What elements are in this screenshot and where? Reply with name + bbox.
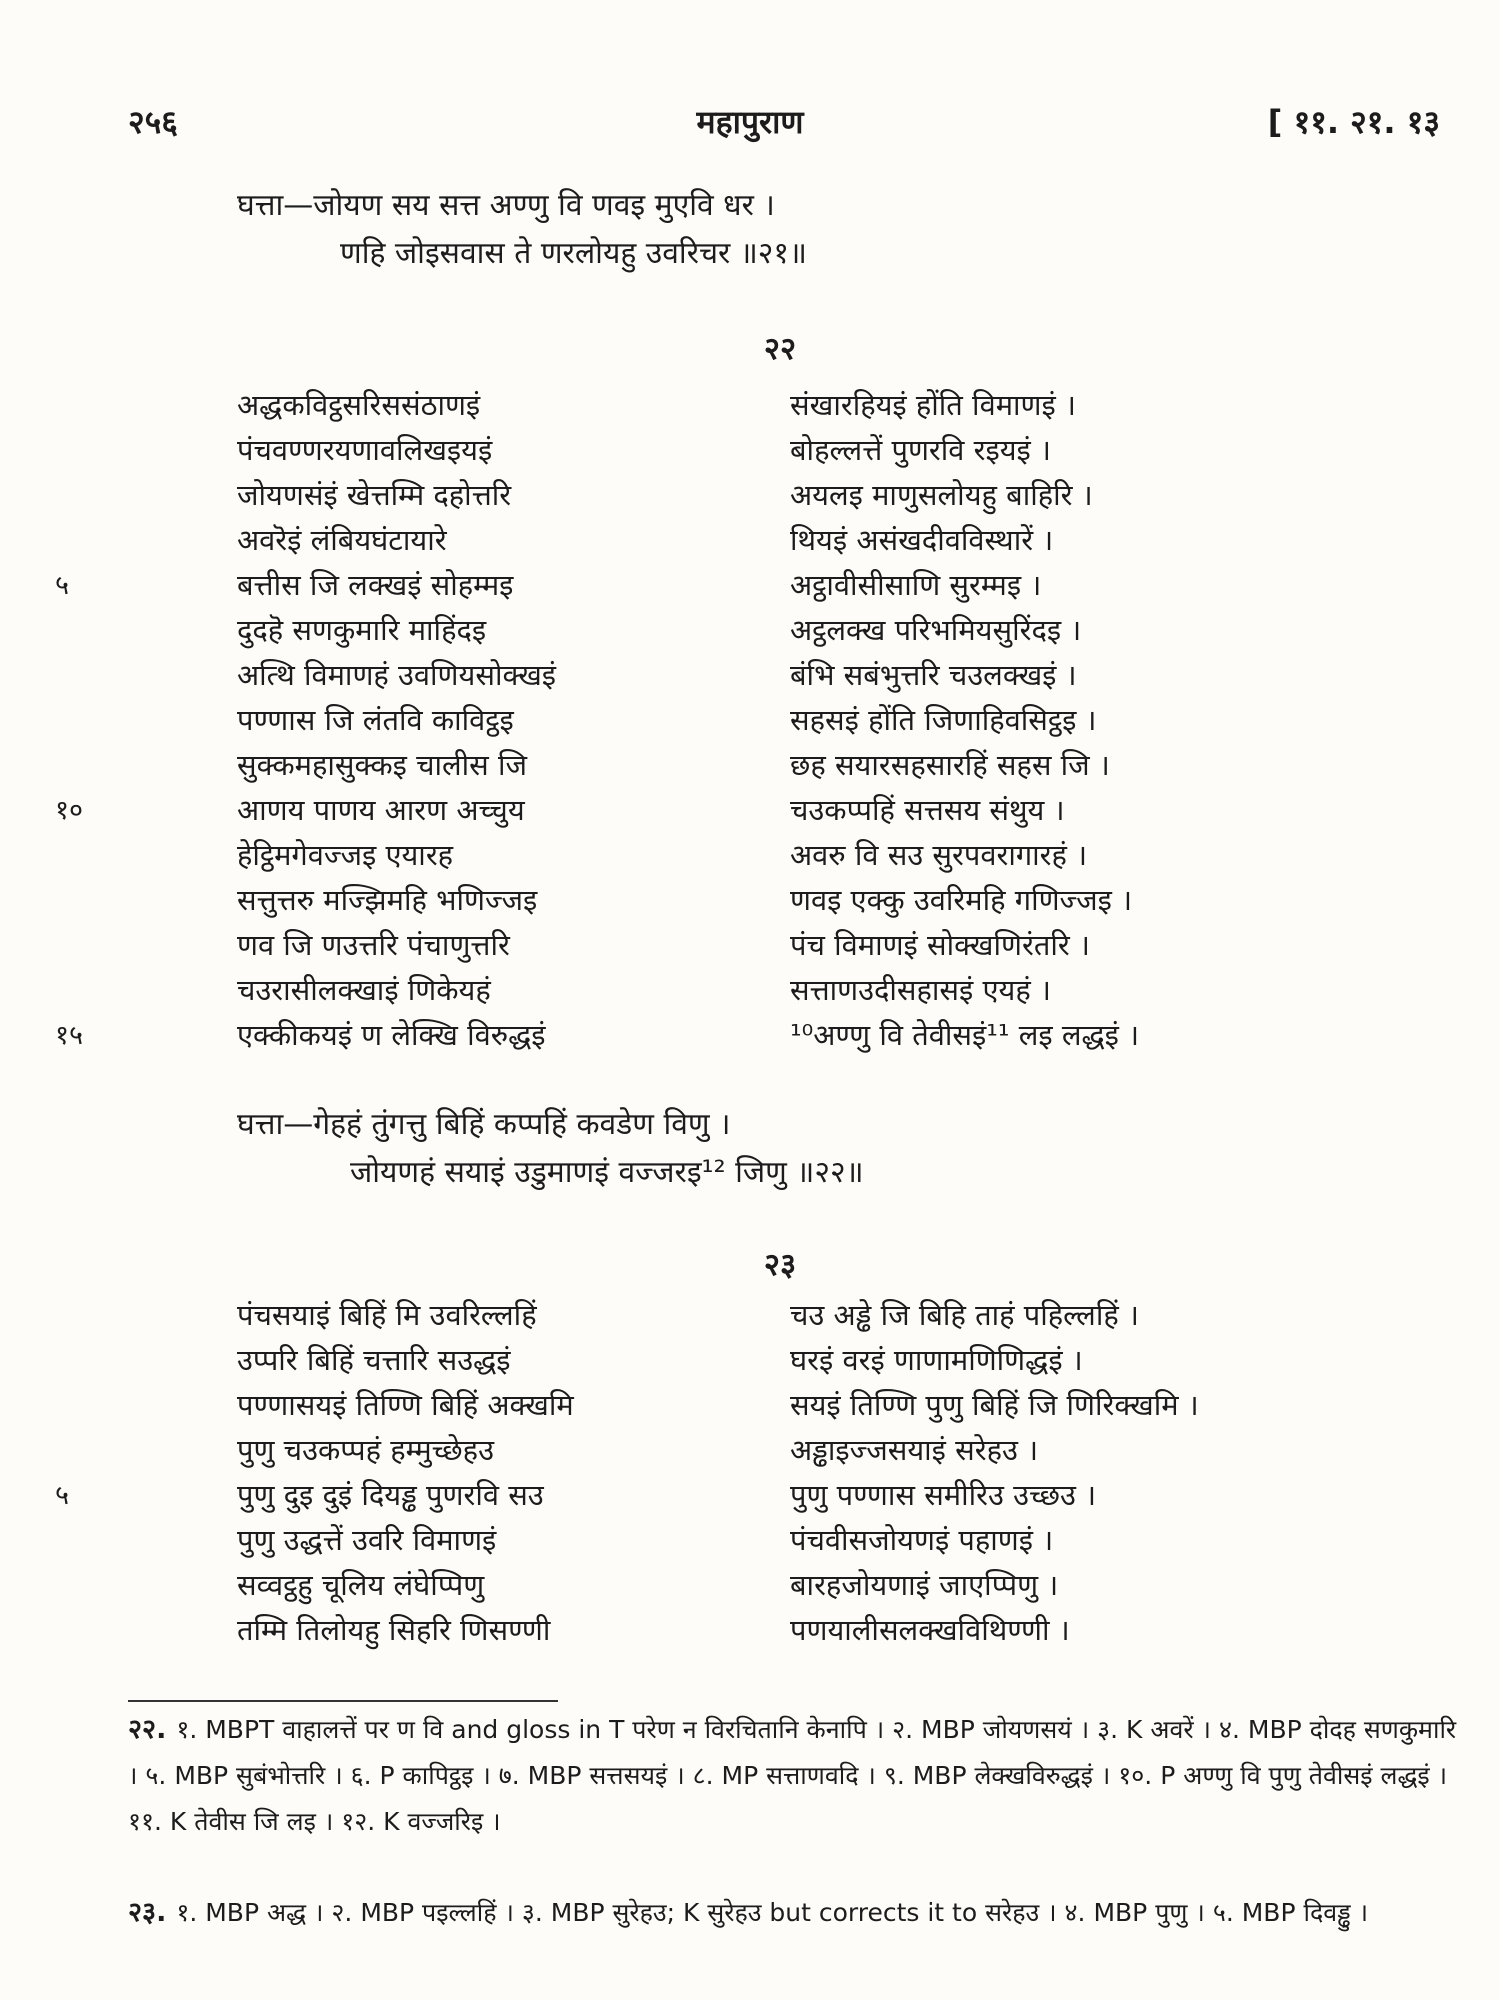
verse-second-half: छह सयारसहसारहिं सहस जि ।	[790, 748, 1110, 782]
verse-first-half: पण्णास जि लंतवि काविट्ठइ	[237, 703, 514, 737]
section-number-23: २३	[763, 1247, 797, 1283]
verse-line	[0, 925, 1500, 970]
verse-line	[0, 520, 1500, 565]
verse-first-half: अद्धकविट्ठसरिससंठाणइं	[237, 388, 481, 422]
verse-line	[0, 475, 1500, 520]
verse-second-half: पंचवीसजोयणइं पहाणइं ।	[790, 1523, 1054, 1557]
verse-line	[0, 835, 1500, 880]
verse-first-half: पुणु दुइ दुइं दियड्ढ पुणरवि सउ	[237, 1478, 544, 1512]
verse-first-half: पंचवण्णरयणावलिखइयइं	[237, 433, 493, 467]
verse-second-half: घरइं वरइं णाणामणिणिद्धइं ।	[790, 1343, 1083, 1377]
verse-second-half: बारहजोयणाइं जाएप्पिणु ।	[790, 1568, 1059, 1602]
verse-second-half: संखारहियइं होंति विमाणइं ।	[790, 388, 1076, 422]
ghatta-22-line1: घत्ता—गेहहं तुंगत्तु बिहिं कप्पहिं कवडेण विणु ।	[237, 1107, 731, 1142]
verse-line	[0, 970, 1500, 1015]
verse-second-half: बोहल्लत्तें पुणरवि रइयइं ।	[790, 433, 1051, 467]
ghatta-21-line2: णहि जोइसवास ते णरलोयहु उवरिचर ॥२१॥	[340, 236, 807, 271]
verse-second-half: णवइ एक्कु उवरिमहि गणिज्जइ ।	[790, 883, 1133, 917]
verse-line	[0, 385, 1500, 430]
verse-second-half: अवरु वि सउ सुरपवरागारहं ।	[790, 838, 1088, 872]
verse-first-half: णव जि णउत्तरि पंचाणुत्तरि	[237, 928, 510, 962]
verse-first-half: हेट्ठिमगेवज्जइ एयारह	[237, 838, 454, 872]
verse-line	[0, 655, 1500, 700]
verse-line	[0, 1430, 1500, 1475]
verse-second-half: पुणु पण्णास समीरिउ उच्छउ ।	[790, 1478, 1097, 1512]
section-23-verses	[0, 1295, 1500, 1655]
footnote-22-label: २२.	[128, 1714, 167, 1745]
verse-first-half: तम्मि तिलोयहु सिहरि णिसण्णी	[237, 1613, 551, 1647]
verse-line	[0, 610, 1500, 655]
verse-line	[0, 430, 1500, 475]
verse-first-half: अवरॆइं लंबियघंटायारे	[237, 523, 447, 557]
verse-second-half: चउ अड्ढे जि बिहि ताहं पहिल्लहिं ।	[790, 1298, 1139, 1332]
verse-line	[0, 1340, 1500, 1385]
running-title: महापुराण	[696, 103, 804, 141]
verse-first-half: दुदहॆ सणकुमारि माहिंदइ	[237, 613, 487, 647]
verse-first-half: पंचसयाइं बिहिं मि उवरिल्लहिं	[237, 1298, 537, 1332]
verse-second-half: अड्ढाइज्जसयाइं सरेहउ ।	[790, 1433, 1039, 1467]
verse-first-half: सत्तुत्तरु मज्झिमहि भणिज्जइ	[237, 883, 538, 917]
line-number: १५	[55, 1020, 84, 1051]
verse-line	[0, 790, 1500, 835]
chapter-reference: [ ११. २१. १३	[1267, 103, 1440, 141]
verse-line	[0, 700, 1500, 745]
verse-first-half: अत्थि विमाणहं उवणियसोक्खइं	[237, 658, 557, 692]
footnote-divider	[128, 1700, 558, 1702]
verse-second-half: पणयालीसलक्खविथिण्णी ।	[790, 1613, 1070, 1647]
verse-line	[0, 1015, 1500, 1060]
verse-first-half: पुणु चउकप्पहं हम्मुच्छेहउ	[237, 1433, 494, 1467]
verse-second-half: सहसइं होंति जिणाहिवसिट्ठइ ।	[790, 703, 1097, 737]
footnote-23-text: १. MBP अद्ध । २. MBP पइल्लहिं । ३. MBP सुरेहउ; K सुरेहउ but corrects it to सरेहउ । ४. MBP पुणु । ५. MBP दिवड्ढु ।	[176, 1898, 1369, 1927]
verse-line	[0, 1295, 1500, 1340]
verse-first-half: सव्वट्ठहु चूलिय लंघेप्पिणु	[237, 1568, 485, 1602]
section-number-22: २२	[763, 331, 797, 367]
verse-second-half: सयइं तिण्णि पुणु बिहिं जि णिरिक्खमि ।	[790, 1388, 1199, 1422]
verse-first-half: पुणु उद्धत्तें उवरि विमाणइं	[237, 1523, 497, 1557]
verse-second-half: सत्ताणउदीसहासइं एयहं ।	[790, 973, 1051, 1007]
verse-second-half: चउकप्पहिं सत्तसय संथुय ।	[790, 793, 1065, 827]
page-number: २५६	[128, 103, 178, 141]
verse-line	[0, 1565, 1500, 1610]
verse-second-half: अट्ठलक्ख परिभमियसुरिंदइ ।	[790, 613, 1082, 647]
verse-first-half: चउरासीलक्खाइं णिकेयहं	[237, 973, 491, 1007]
verse-second-half: अयलइ माणुसलोयहु बाहिरि ।	[790, 478, 1093, 512]
footnote-22	[128, 1707, 1458, 1845]
verse-first-half: एक्कीकयइं ण लेक्खि विरुद्धइं	[237, 1018, 546, 1052]
verse-line	[0, 880, 1500, 925]
line-number: ५	[55, 570, 70, 601]
verse-second-half: अट्ठावीसीसाणि सुरम्मइ ।	[790, 568, 1042, 602]
section-22-verses	[0, 385, 1500, 1060]
verse-first-half: जोयणसंइं खेत्तम्मि दहोत्तरि	[237, 478, 512, 512]
verse-first-half: सुक्कमहासुक्कइ चालीस जि	[237, 748, 528, 782]
footnote-23	[128, 1890, 1458, 1936]
verse-line	[0, 1610, 1500, 1655]
verse-first-half: बत्तीस जि लक्खइं सोहम्मइ	[237, 568, 514, 602]
verse-line	[0, 1385, 1500, 1430]
footnote-23-label: २३.	[128, 1897, 167, 1928]
verse-second-half: बंभि सबंभुत्तरि चउलक्खइं ।	[790, 658, 1077, 692]
verse-first-half: उप्परि बिहिं चत्तारि सउद्धइं	[237, 1343, 511, 1377]
verse-line	[0, 1475, 1500, 1520]
verse-first-half: पण्णासयइं तिण्णि बिहिं अक्खमि	[237, 1388, 574, 1422]
verse-line	[0, 565, 1500, 610]
line-number: १०	[55, 795, 84, 826]
verse-first-half: आणय पाणय आरण अच्चुय	[237, 793, 525, 827]
ghatta-21-line1: घत्ता—जोयण सय सत्त अण्णु वि णवइ मुएवि धर ।	[237, 188, 775, 223]
verse-second-half: पंच विमाणइं सोक्खणिरंतरि ।	[790, 928, 1090, 962]
verse-line	[0, 745, 1500, 790]
verse-line	[0, 1520, 1500, 1565]
footnote-22-text: १. MBPT वाहालत्तें पर ण वि and gloss in T परेण न विरचितानि केनापि । २. MBP जोयणसयं । ३. K अवरें । ४. MBP दोदह सणकुमारि । ५. MBP सुबंभोत्तरि । ६. P कापिट्ठइ । ७. MBP सत्तसयइं । ८. MP सत्ताणवदि । ९. MBP लेक्खविरुद्धइं । १०. P अण्णु वि पुणु तेवीसइं लद्धइं । ११. K तेवीस जि लइ । १२. K वज्जरिइ ।	[128, 1715, 1457, 1836]
ghatta-22-line2: जोयणहं सयाइं उडुमाणइं वज्जरइ¹² जिणु ॥२२॥	[350, 1155, 864, 1190]
line-number: ५	[55, 1480, 70, 1511]
verse-second-half: ¹⁰अण्णु वि तेवीसइं¹¹ लइ लद्धइं ।	[790, 1018, 1140, 1052]
verse-second-half: थियइं असंखदीवविस्थारें ।	[790, 523, 1054, 557]
